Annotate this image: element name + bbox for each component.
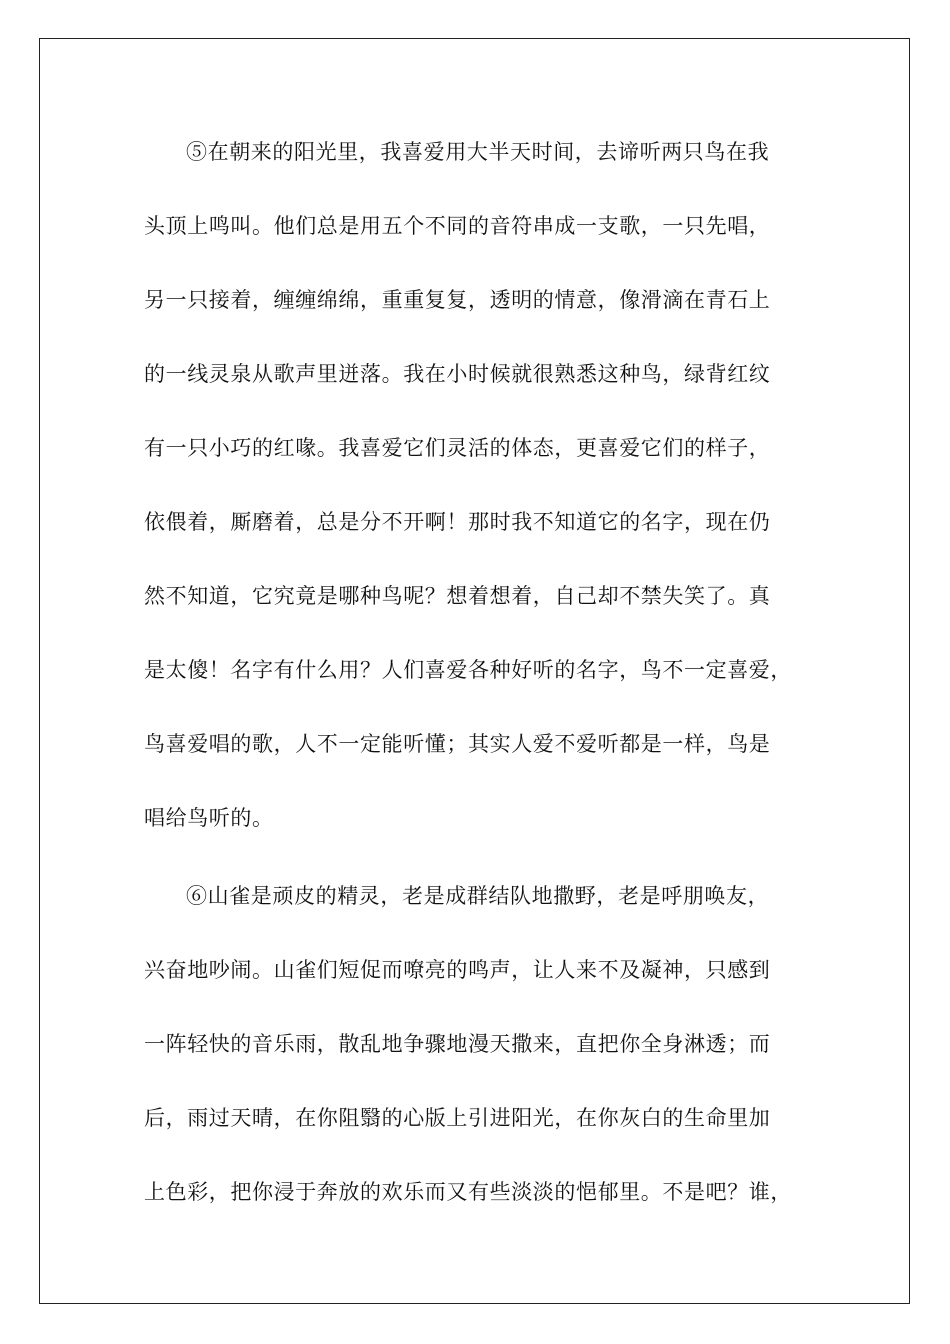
text-line: ⑥山雀是顽皮的精灵，老是成群结队地撒野，老是呼朋唤友， — [186, 884, 770, 908]
text-line: 后，雨过天晴，在你阻翳的心版上引进阳光，在你灰白的生命里加 — [144, 1106, 771, 1130]
text-line: 是太傻！名字有什么用？人们喜爱各种好听的名字，鸟不一定喜爱， — [144, 658, 792, 682]
text-line: 鸟喜爱唱的歌，人不一定能听懂；其实人爱不爱听都是一样，鸟是 — [144, 732, 771, 756]
text-line: ⑤在朝来的阳光里，我喜爱用大半天时间，去谛听两只鸟在我 — [186, 140, 770, 164]
text-line: 兴奋地吵闹。山雀们短促而嘹亮的鸣声，让人来不及凝神，只感到 — [144, 958, 771, 982]
text-line: 的一线灵泉从歌声里迸落。我在小时候就很熟悉这种鸟，绿背红纹 — [144, 362, 771, 386]
text-line: 另一只接着，缠缠绵绵，重重复复，透明的情意，像滑滴在青石上 — [144, 288, 771, 312]
text-line: 唱给鸟听的。 — [144, 806, 274, 830]
text-line: 上色彩，把你浸于奔放的欢乐而又有些淡淡的悒郁里。不是吧？谁， — [144, 1180, 792, 1204]
text-line: 依偎着，厮磨着，总是分不开啊！那时我不知道它的名字，现在仍 — [144, 510, 771, 534]
text-line: 一阵轻快的音乐雨，散乱地争骤地漫天撒来，直把你全身淋透；而 — [144, 1032, 771, 1056]
text-line: 有一只小巧的红喙。我喜爱它们灵活的体态，更喜爱它们的样子， — [144, 436, 771, 460]
text-line: 头顶上鸣叫。他们总是用五个不同的音符串成一支歌，一只先唱， — [144, 214, 771, 238]
text-line: 然不知道，它究竟是哪种鸟呢？想着想着，自己却不禁失笑了。真 — [144, 584, 771, 608]
